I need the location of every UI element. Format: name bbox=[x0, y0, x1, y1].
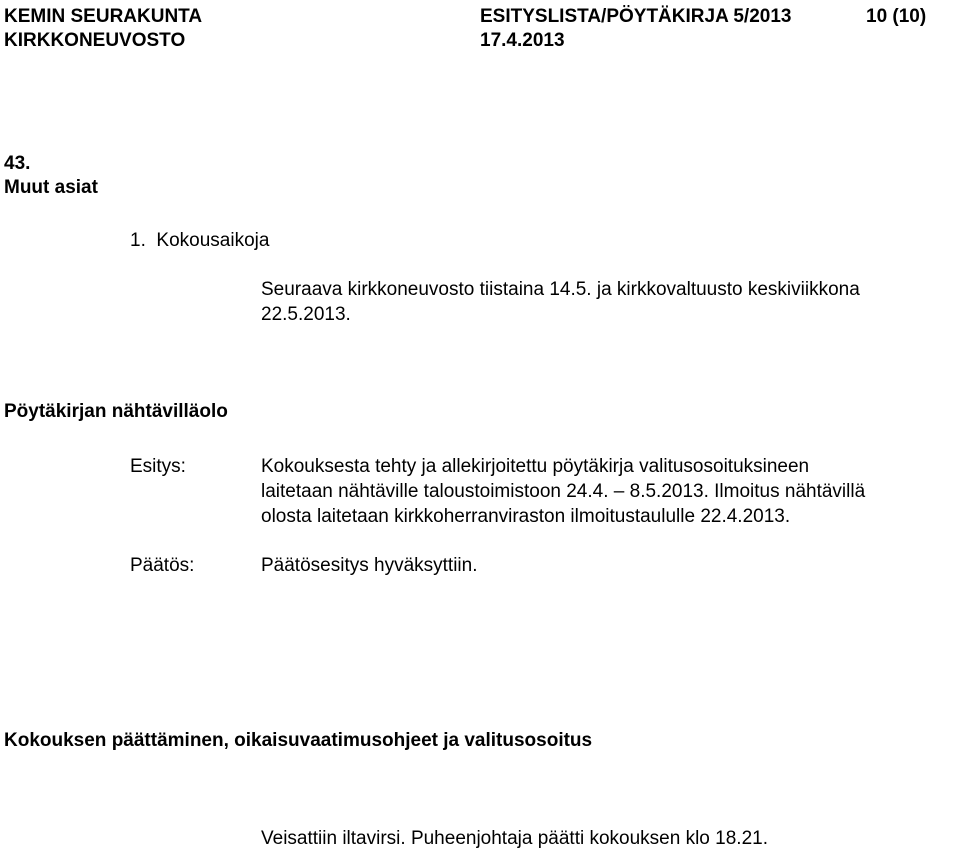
proposal-text-line: laitetaan nähtäville taloustoimistoon 24.4. – 8.5.2013. Ilmoitus nähtävillä bbox=[261, 481, 866, 502]
proposal-text-line: Kokouksesta tehty ja allekirjoitettu pöytäkirja valitusosoituksineen bbox=[261, 456, 810, 477]
decision-text: Päätösesitys hyväksyttiin. bbox=[261, 555, 478, 576]
decision-label: Päätös: bbox=[130, 555, 195, 576]
document-type: ESITYSLISTA/PÖYTÄKIRJA 5/2013 bbox=[480, 6, 792, 27]
body-name: KIRKKONEUVOSTO bbox=[4, 30, 186, 51]
item-text-line: Seuraava kirkkoneuvosto tiistaina 14.5. ja kirkkovaltuusto keskiviikkona bbox=[261, 279, 860, 300]
closing-text: Veisattiin iltavirsi. Puheenjohtaja päätti kokouksen klo 18.21. bbox=[261, 828, 768, 849]
section-title: Muut asiat bbox=[4, 177, 98, 198]
minutes-display-heading: Pöytäkirjan nähtävilläolo bbox=[4, 401, 228, 422]
page-number: 10 (10) bbox=[866, 6, 927, 27]
document-date: 17.4.2013 bbox=[480, 30, 565, 51]
section-number: 43. bbox=[4, 153, 31, 174]
closing-heading: Kokouksen päättäminen, oikaisuvaatimusohjeet ja valitusosoitus bbox=[4, 730, 593, 751]
item-text-line: 22.5.2013. bbox=[261, 304, 351, 325]
proposal-text-line: olosta laitetaan kirkkoherranviraston ilmoitustaululle 22.4.2013. bbox=[261, 506, 791, 527]
item-heading: 1. Kokousaikoja bbox=[130, 230, 270, 251]
organization-name: KEMIN SEURAKUNTA bbox=[4, 6, 203, 27]
proposal-label: Esitys: bbox=[130, 456, 186, 477]
